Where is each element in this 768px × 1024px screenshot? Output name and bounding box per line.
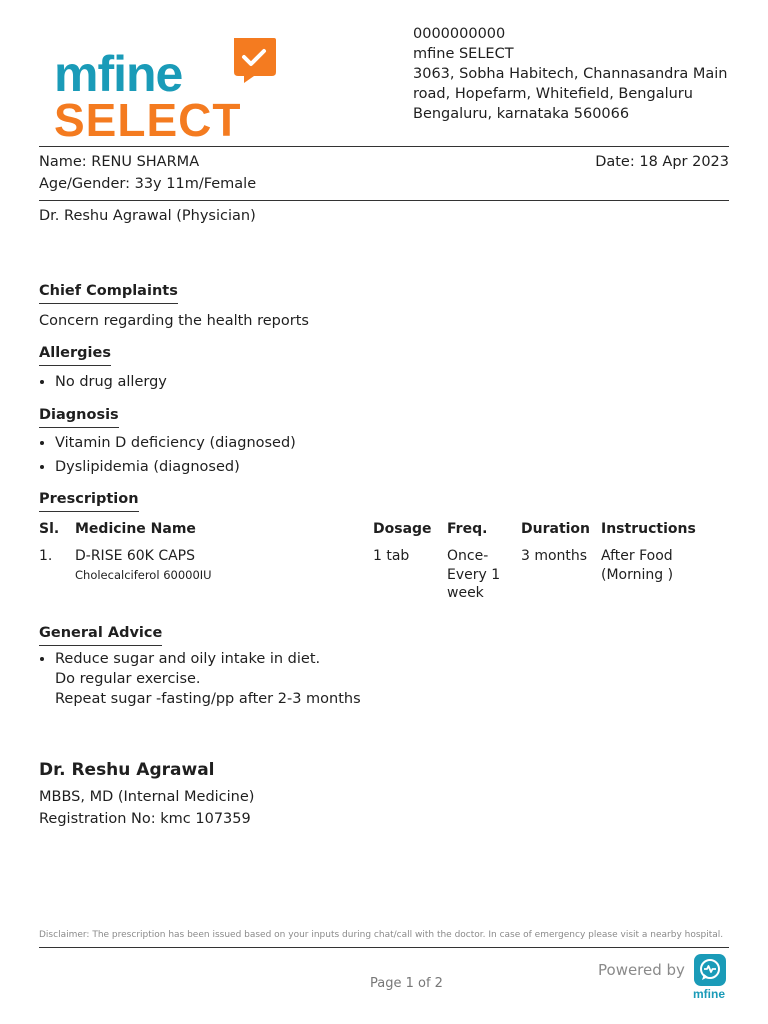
prescription-table: [39, 521, 729, 603]
frequency-line: Once-: [447, 548, 489, 564]
allergies-list: [39, 370, 167, 394]
chief-complaints-heading: Chief Complaints: [39, 283, 178, 304]
general-advice-heading: General Advice: [39, 625, 162, 646]
chief-complaints-text: Concern regarding the health reports: [39, 313, 309, 329]
disclaimer-text: Disclaimer: The prescription has been issued based on your inputs during chat/call with the doctor. In case of emergency please visit a nearby hospital.: [39, 930, 724, 940]
col-header-medicine: Medicine Name: [75, 521, 196, 537]
diagnosis-section: [39, 407, 296, 479]
frequency-line: week: [447, 585, 484, 601]
clinic-name: mfine SELECT: [413, 46, 514, 62]
general-advice-section: [39, 625, 361, 709]
doctor-registration: Registration No: kmc 107359: [39, 811, 251, 827]
diagnosis-heading: Diagnosis: [39, 407, 119, 428]
consulting-doctor: Dr. Reshu Agrawal (Physician): [39, 208, 256, 224]
medicine-composition: Cholecalciferol 60000IU: [75, 567, 212, 582]
check-badge-icon: [230, 36, 278, 84]
prescription-section: [39, 491, 139, 512]
frequency-line: Every 1: [447, 566, 501, 583]
chief-complaints-section: [39, 283, 309, 332]
instruction-line: (Morning ): [601, 566, 674, 583]
row-duration: 3 months: [521, 548, 588, 564]
advice-line: Do regular exercise.: [55, 671, 201, 687]
patient-age-gender: Age/Gender: 33y 11m/Female: [39, 176, 257, 192]
clinic-address-line3: Bengaluru, karnataka 560066: [413, 106, 630, 122]
heart-pulse-icon: [694, 954, 726, 986]
col-header-instructions: Instructions: [601, 521, 696, 537]
powered-by-brand: mfine: [693, 987, 726, 1001]
col-header-freq: Freq.: [447, 521, 488, 537]
clinic-phone: 0000000000: [413, 26, 506, 42]
col-header-duration: Duration: [521, 521, 591, 537]
patient-name: Name: RENU SHARMA: [39, 154, 200, 170]
row-instructions: [601, 547, 729, 603]
allergies-section: [39, 345, 167, 394]
page-number: Page 1 of 2: [370, 976, 443, 991]
patient-divider: [39, 200, 729, 201]
footer-divider: [39, 947, 729, 948]
logo-tier: SELECT: [54, 94, 242, 146]
prescription-date: Date: 18 Apr 2023: [595, 154, 729, 170]
clinic-info: [413, 24, 743, 124]
advice-line: Repeat sugar -fasting/pp after 2-3 months: [55, 691, 361, 707]
col-header-sl: Sl.: [39, 521, 60, 537]
allergies-heading: Allergies: [39, 345, 111, 366]
row-dosage: 1 tab: [373, 548, 410, 564]
row-sl: 1.: [39, 548, 53, 564]
col-header-dosage: Dosage: [373, 521, 432, 537]
doctor-qualification: MBBS, MD (Internal Medicine): [39, 789, 255, 805]
clinic-address-line1: 3063, Sobha Habitech, Channasandra Main: [413, 66, 728, 82]
row-medicine: [75, 547, 373, 603]
list-item: • Dyslipidemia (diagnosed): [55, 455, 296, 479]
mfine-select-logo: [54, 36, 284, 146]
logo-wordmark: mfine: [54, 46, 183, 102]
prescription-heading: Prescription: [39, 491, 139, 512]
row-frequency: [447, 547, 521, 603]
list-item: • Vitamin D deficiency (diagnosed): [55, 431, 296, 455]
doctor-name: Dr. Reshu Agrawal: [39, 760, 215, 780]
list-item: [55, 649, 361, 709]
powered-by-text: Powered by: [598, 961, 685, 979]
list-item: • No drug allergy: [55, 370, 167, 394]
table-header-row: [39, 521, 729, 547]
clinic-address-line2: road, Hopefarm, Whitefield, Bengaluru: [413, 86, 693, 102]
general-advice-list: [39, 649, 361, 709]
header-divider: [39, 146, 729, 147]
table-row: [39, 547, 729, 603]
diagnosis-list: [39, 431, 296, 479]
advice-line: • Reduce sugar and oily intake in diet.: [55, 651, 321, 667]
instruction-line: After Food: [601, 548, 673, 564]
medicine-name: D-RISE 60K CAPS: [75, 548, 195, 564]
